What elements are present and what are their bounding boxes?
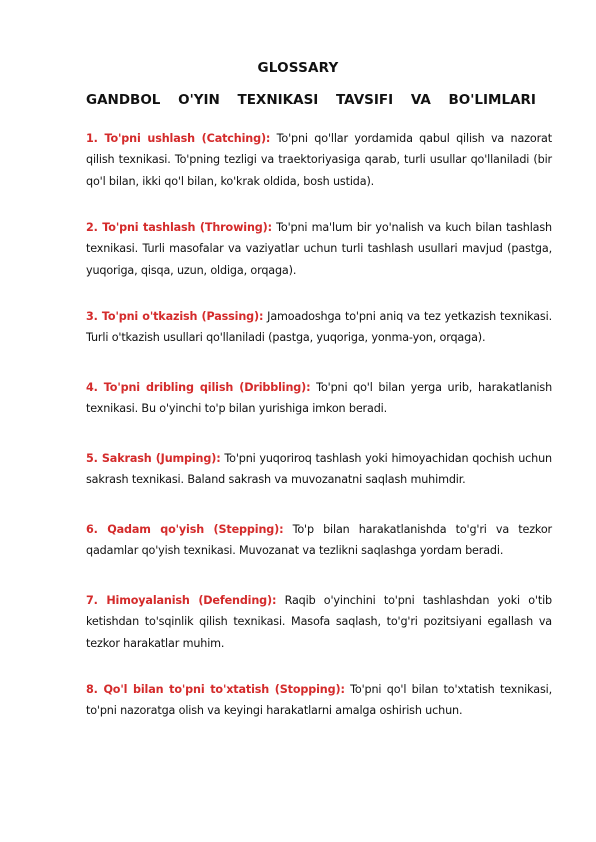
subtitle-word: GANDBOL xyxy=(86,92,161,108)
glossary-entry-throwing xyxy=(86,217,552,281)
glossary-entry-catching xyxy=(86,128,552,192)
glossary-term: 6. Qadam qo'yish (Stepping): xyxy=(86,523,284,536)
subtitle-word: BO'LIMLARI xyxy=(448,92,536,108)
subtitle-word: O'YIN xyxy=(178,92,220,108)
glossary-entry-stopping xyxy=(86,679,552,722)
glossary-definition: To'pni ma'lum bir yo'nalish va kuch bilan tashlash texnikasi. Turli masofalar va vaziyatlar uchun turli tashlash usullari mavjud (pastga, yuqoriga, qisqa, uzun, oldiga, orqaga). xyxy=(86,221,552,277)
glossary-entry-defending xyxy=(86,590,552,654)
glossary-term: 7. Himoyalanish (Defending): xyxy=(86,594,277,607)
glossary-entry-jumping xyxy=(86,448,552,491)
subtitle-word: TEXNIKASI xyxy=(237,92,319,108)
glossary-entry-passing xyxy=(86,306,552,349)
glossary-term: 8. Qo'l bilan to'pni to'xtatish (Stopping): xyxy=(86,683,345,696)
glossary-entry-dribbling xyxy=(86,377,552,420)
glossary-definition: Jamoadoshga to'pni aniq va tez yetkazish texnikasi. Turli o'tkazish usullari qo'llaniladi (pastga, yuqoriga, yonma-yon, orqaga). xyxy=(86,310,552,345)
glossary-term: 3. To'pni o'tkazish (Passing): xyxy=(86,310,264,323)
document-title: GLOSSARY xyxy=(257,60,339,76)
glossary-definition: To'pni qo'l bilan yerga urib, harakatlanish texnikasi. Bu o'yinchi to'p bilan yurishiga imkon beradi. xyxy=(86,381,553,416)
glossary-definition: To'pni qo'l bilan to'xtatish texnikasi, to'pni nazoratga olish va keyingi harakatlarni amalga oshirish uchun. xyxy=(86,683,552,718)
glossary-term: 5. Sakrash (Jumping): xyxy=(86,452,221,465)
glossary-definition: To'p bilan harakatlanishda to'g'ri va tezkor qadamlar qo'yish texnikasi. Muvozanat va tezlikni saqlashga yordam beradi. xyxy=(86,523,552,558)
glossary-term: 2. To'pni tashlash (Throwing): xyxy=(86,221,272,234)
glossary-definition: To'pni qo'llar yordamida qabul qilish va nazorat qilish texnikasi. To'pning tezligi va traektoriyasiga qarab, turli usullar qo'llaniladi (bir qo'l bilan, ikki qo'l bilan, ko'krak oldida, bosh ustida). xyxy=(86,132,552,188)
subtitle-word: VA xyxy=(410,92,431,108)
glossary-term: 1. To'pni ushlash (Catching): xyxy=(86,132,271,145)
glossary-term: 4. To'pni dribling qilish (Dribbling): xyxy=(86,381,311,394)
glossary-definition: Raqib o'yinchini to'pni tashlashdan yoki o'tib ketishdan to'sqinlik qilish texnikasi. Masofa saqlash, to'g'ri pozitsiyani egallash va tezkor harakatlar muhim. xyxy=(86,594,553,650)
glossary-definition: To'pni yuqoriroq tashlash yoki himoyachidan qochish uchun sakrash texnikasi. Baland sakrash va muvozanatni saqlash muhimdir. xyxy=(86,452,552,487)
document-subtitle xyxy=(86,92,536,108)
subtitle-word: TAVSIFI xyxy=(336,92,394,108)
glossary-entry-stepping xyxy=(86,519,552,562)
